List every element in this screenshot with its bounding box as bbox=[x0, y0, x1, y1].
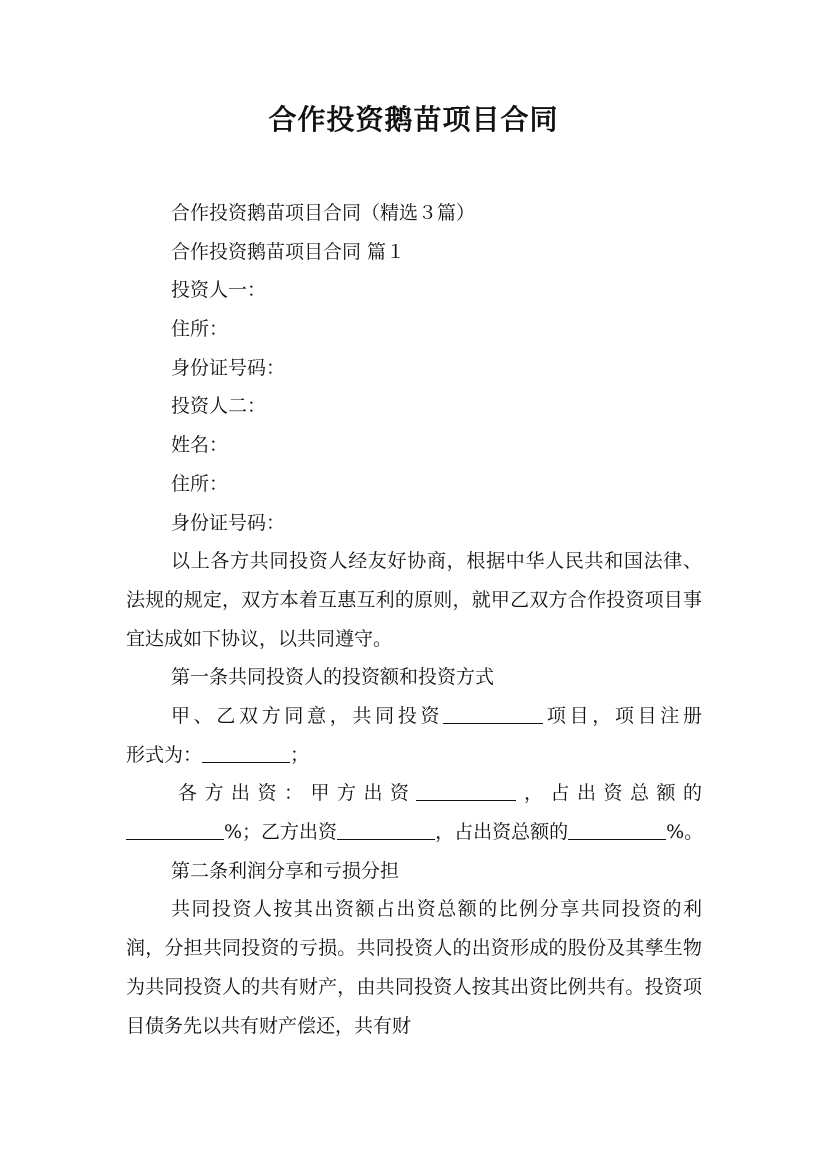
investor-two-label: 投资人二： bbox=[171, 395, 267, 418]
article-1-clause-1-line-2 bbox=[126, 736, 702, 775]
clause-text: 形式为： bbox=[126, 743, 203, 766]
article-1-clause-1-line-1 bbox=[126, 697, 702, 736]
clause-text: 各方出资：甲方出资 bbox=[178, 782, 417, 805]
id-number-label-2: 身份证号码： bbox=[171, 511, 286, 534]
party-a-amount-blank bbox=[416, 776, 516, 801]
address-label: 住所： bbox=[171, 318, 229, 341]
clause-text: ，占出资总额的 bbox=[435, 821, 569, 844]
project-name-blank bbox=[443, 699, 543, 724]
intro-paragraph: 以上各方共同投资人经友好协商，根据中华人民共和国法律、法规的规定，双方本着互惠互利的原则，就甲乙双方合作投资项目事宜达成如下协议，以共同遵守。 bbox=[126, 550, 702, 650]
clause-text: 项目，项目注册 bbox=[543, 704, 702, 727]
article-2-paragraph: 共同投资人按其出资额占出资总额的比例分享共同投资的利润，分担共同投资的亏损。共同投资人的出资形成的股份及其孳生物为共同投资人的共有财产，由共同投资人按其出资比例共有。投资项目债务先以共有财产偿还，共有财 bbox=[126, 898, 702, 1037]
clause-text: ，占出资总额的 bbox=[516, 782, 702, 805]
document-body bbox=[126, 194, 702, 1045]
subtitle-line: 合作投资鹅苗项目合同（精选３篇） bbox=[171, 202, 476, 224]
clause-text: %；乙方出资 bbox=[224, 821, 338, 844]
registration-form-blank bbox=[202, 738, 290, 763]
investor-one-label: 投资人一： bbox=[171, 279, 267, 302]
address-label-2: 住所： bbox=[171, 472, 229, 495]
party-b-percent-blank bbox=[568, 815, 666, 840]
clause-text: %。 bbox=[666, 821, 704, 844]
clause-text: 甲、乙双方同意，共同投资 bbox=[171, 704, 444, 727]
article-2-title: 第二条利润分享和亏损分担 bbox=[171, 859, 400, 882]
article-1-clause-2-line-2 bbox=[126, 813, 702, 852]
party-a-percent-blank bbox=[126, 815, 224, 840]
section-heading: 合作投资鹅苗项目合同 篇１ bbox=[171, 240, 406, 263]
id-number-label: 身份证号码： bbox=[171, 356, 286, 379]
article-1-clause-2-line-1 bbox=[126, 774, 702, 813]
article-1-title: 第一条共同投资人的投资额和投资方式 bbox=[171, 666, 495, 689]
document-title: 合作投资鹅苗项目合同 bbox=[268, 103, 559, 136]
party-b-amount-blank bbox=[337, 815, 435, 840]
clause-text: ； bbox=[290, 743, 310, 766]
name-label: 姓名： bbox=[171, 434, 229, 457]
